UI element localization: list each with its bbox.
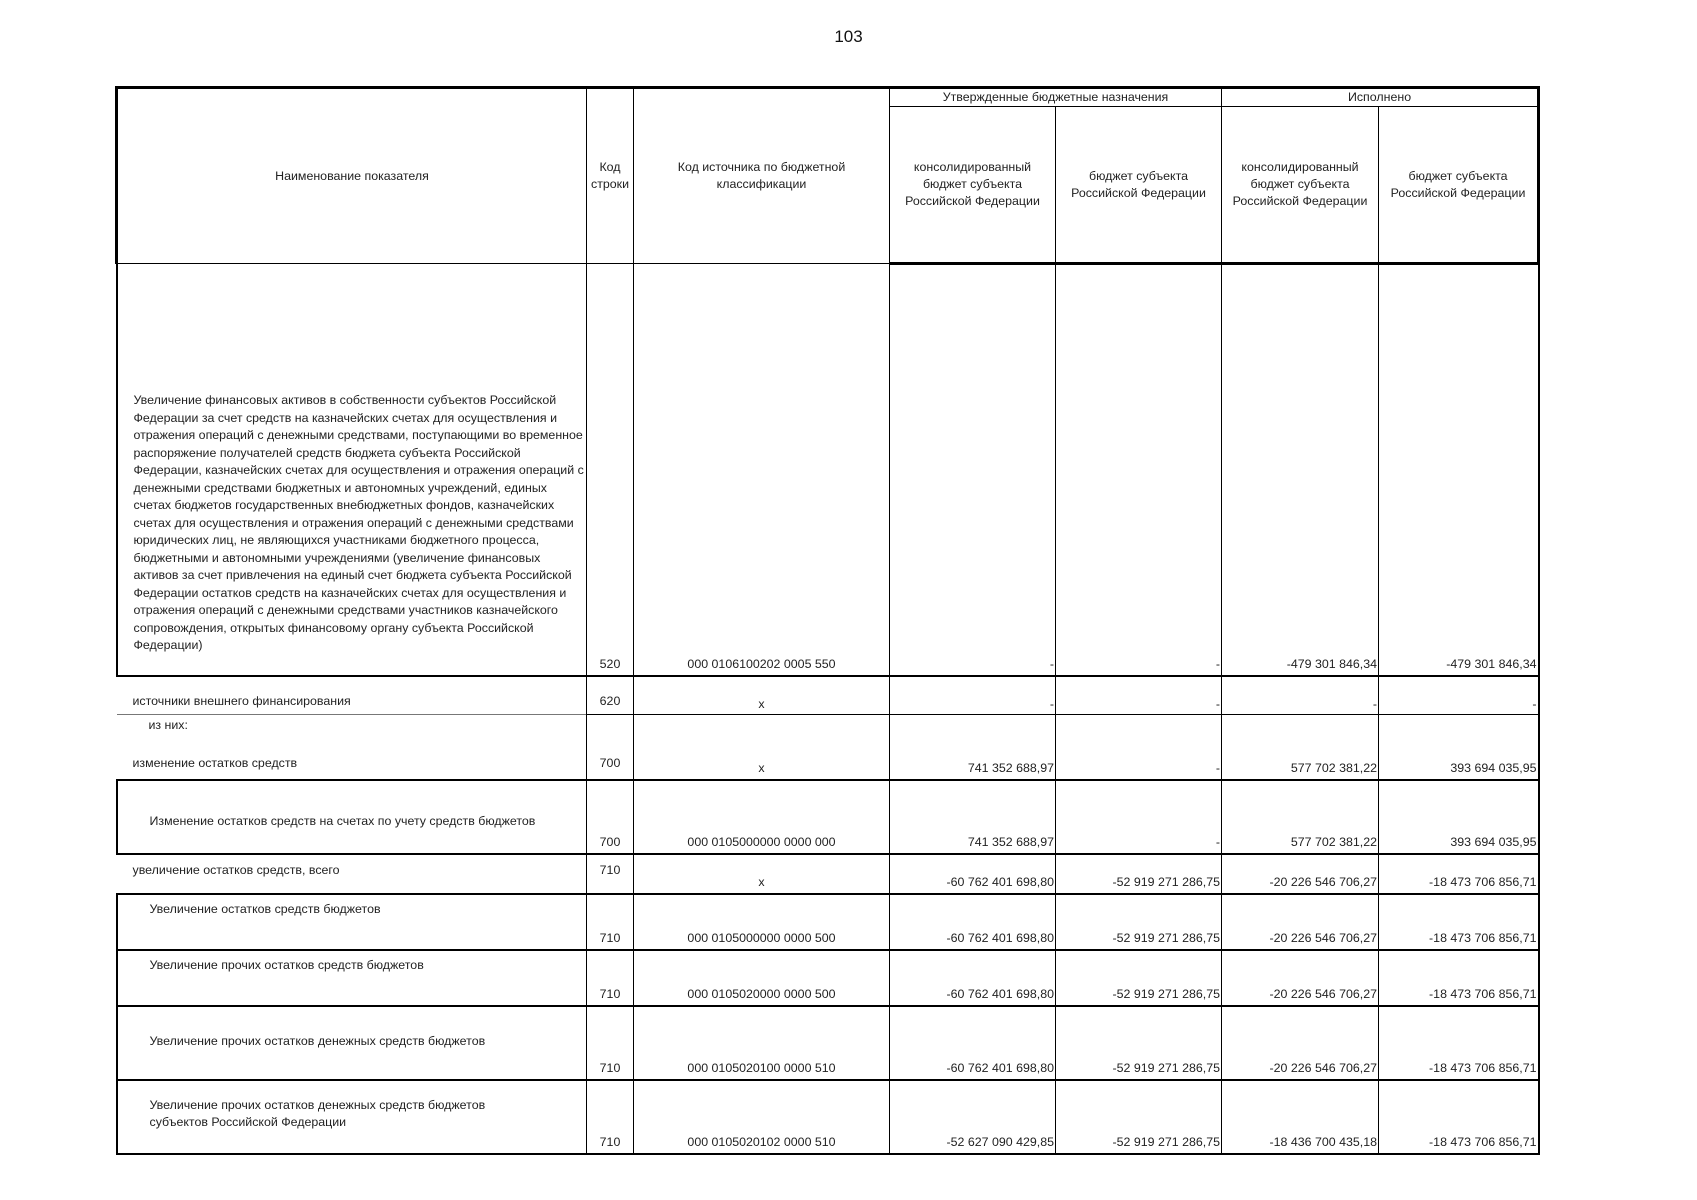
row-source-code: 000 0105000000 0000 000 [634,780,890,854]
row-name: источники внешнего финансирования [117,676,587,715]
row-approved-consolidated: -60 762 401 698,80 [890,854,1056,894]
row-source-code: x [634,676,890,715]
budget-execution-table [115,86,1540,1155]
row-name: Изменение остатков средств на счетах по учету средств бюджетов [117,780,587,854]
row-source-code: x [634,854,890,894]
header-approved-consolidated: консолидированный бюджет субъекта Российской Федерации [890,107,1056,264]
row-code: 710 [587,1006,634,1080]
row-executed-consolidated: -20 226 546 706,27 [1222,1006,1379,1080]
row-source-code: 000 0106100202 0005 550 [634,264,890,676]
header-approved-subject: бюджет субъекта Российской Федерации [1056,107,1222,264]
row-approved-subject: -52 919 271 286,75 [1056,1080,1222,1154]
row-approved-consolidated: -52 627 090 429,85 [890,1080,1056,1154]
row-executed-subject: -18 473 706 856,71 [1379,854,1539,894]
row-approved-consolidated: - [890,676,1056,715]
row-approved-consolidated: 741 352 688,97 [890,780,1056,854]
row-name: Увеличение прочих остатков средств бюджетов [117,950,587,1006]
row-sublabel: из них: [148,718,188,732]
row-code: 710 [587,1080,634,1154]
header-executed-subject: бюджет субъекта Российской Федерации [1379,107,1539,264]
table-row [117,1006,1539,1080]
row-name: увеличение остатков средств, всего [132,862,340,877]
row-approved-subject: -52 919 271 286,75 [1056,894,1222,950]
row-code: 700 [587,715,634,780]
row-name-cell [117,715,587,780]
row-approved-subject: -52 919 271 286,75 [1056,854,1222,894]
row-executed-subject: -18 473 706 856,71 [1379,950,1539,1006]
row-source-code: 000 0105000000 0000 500 [634,894,890,950]
row-approved-subject: - [1056,676,1222,715]
row-executed-consolidated: -479 301 846,34 [1222,264,1379,676]
row-approved-subject: - [1056,715,1222,780]
table-header [117,88,1539,264]
row-code: 620 [587,676,634,715]
row-executed-subject: -479 301 846,34 [1379,264,1539,676]
row-approved-subject: - [1056,264,1222,676]
row-executed-subject: 393 694 035,95 [1379,715,1539,780]
header-row-code: Код строки [587,88,634,264]
row-code: 520 [587,264,634,676]
table-row [117,676,1539,715]
row-approved-consolidated: -60 762 401 698,80 [890,950,1056,1006]
table-row [117,950,1539,1006]
row-executed-consolidated: -20 226 546 706,27 [1222,950,1379,1006]
table-row [117,264,1539,676]
table-body [117,264,1539,1154]
row-approved-subject: -52 919 271 286,75 [1056,1006,1222,1080]
row-executed-consolidated: -20 226 546 706,27 [1222,854,1379,894]
row-approved-subject: -52 919 271 286,75 [1056,950,1222,1006]
row-source-code: x [634,715,890,780]
row-executed-subject: -18 473 706 856,71 [1379,1080,1539,1154]
row-name: Увеличение финансовых активов в собственности субъектов Российской Федерации за счет средств на казначейских счетах для осуществления и отражения операций с денежными средствами, поступающими во временное распоряжение получателей средств бюджета субъекта Российской Федерации, казначейских счетах для осуществления и отражения операций с денежными средствами бюджетных и автономных учреждений, единых счетах бюджетов государственных внебюджетных фондов, казначейских счетах для осуществления и отражения операций с денежными средствами юридических лиц, не являющихся участниками бюджетного процесса, бюджетными и автономными учреждениями (увеличение финансовых активов за счет привлечения на единый счет бюджета субъекта Российской Федерации остатков средств на казначейских счетах для осуществления и отражения операций с денежными средствами участников казначейского сопровождения, открытых финансовому органу субъекта Российской Федерации) [117,264,587,676]
table-row [117,780,1539,854]
row-code: 710 [587,854,634,894]
row-code: 710 [587,950,634,1006]
row-approved-consolidated: 741 352 688,97 [890,715,1056,780]
row-executed-consolidated: -18 436 700 435,18 [1222,1080,1379,1154]
row-executed-consolidated: -20 226 546 706,27 [1222,894,1379,950]
table-row [117,894,1539,950]
row-source-code: 000 0105020102 0000 510 [634,1080,890,1154]
header-executed-consolidated: консолидированный бюджет субъекта Российской Федерации [1222,107,1379,264]
header-executed-group: Исполнено [1222,88,1539,107]
row-code: 710 [587,894,634,950]
row-executed-consolidated: - [1222,676,1379,715]
row-executed-subject: 393 694 035,95 [1379,780,1539,854]
page-number: 103 [834,27,863,46]
row-executed-consolidated: 577 702 381,22 [1222,715,1379,780]
row-name: Увеличение прочих остатков денежных средств бюджетов субъектов Российской Федерации [117,1080,587,1154]
row-approved-consolidated: -60 762 401 698,80 [890,894,1056,950]
table-row [117,1080,1539,1154]
header-source-code: Код источника по бюджетной классификации [634,88,890,264]
row-name: Увеличение остатков средств бюджетов [117,894,587,950]
row-code: 700 [587,780,634,854]
row-approved-subject: - [1056,780,1222,854]
table-row [117,854,1539,894]
table-row [117,715,1539,780]
header-indicator-name: Наименование показателя [117,88,587,264]
row-approved-consolidated: - [890,264,1056,676]
row-source-code: 000 0105020100 0000 510 [634,1006,890,1080]
row-approved-consolidated: -60 762 401 698,80 [890,1006,1056,1080]
row-executed-subject: -18 473 706 856,71 [1379,894,1539,950]
header-approved-group: Утвержденные бюджетные назначения [890,88,1222,107]
row-executed-subject: - [1379,676,1539,715]
row-executed-consolidated: 577 702 381,22 [1222,780,1379,854]
row-executed-subject: -18 473 706 856,71 [1379,1006,1539,1080]
row-source-code: 000 0105020000 0000 500 [634,950,890,1006]
row-name: Увеличение прочих остатков денежных средств бюджетов [117,1006,587,1080]
row-name: изменение остатков средств [132,756,298,770]
